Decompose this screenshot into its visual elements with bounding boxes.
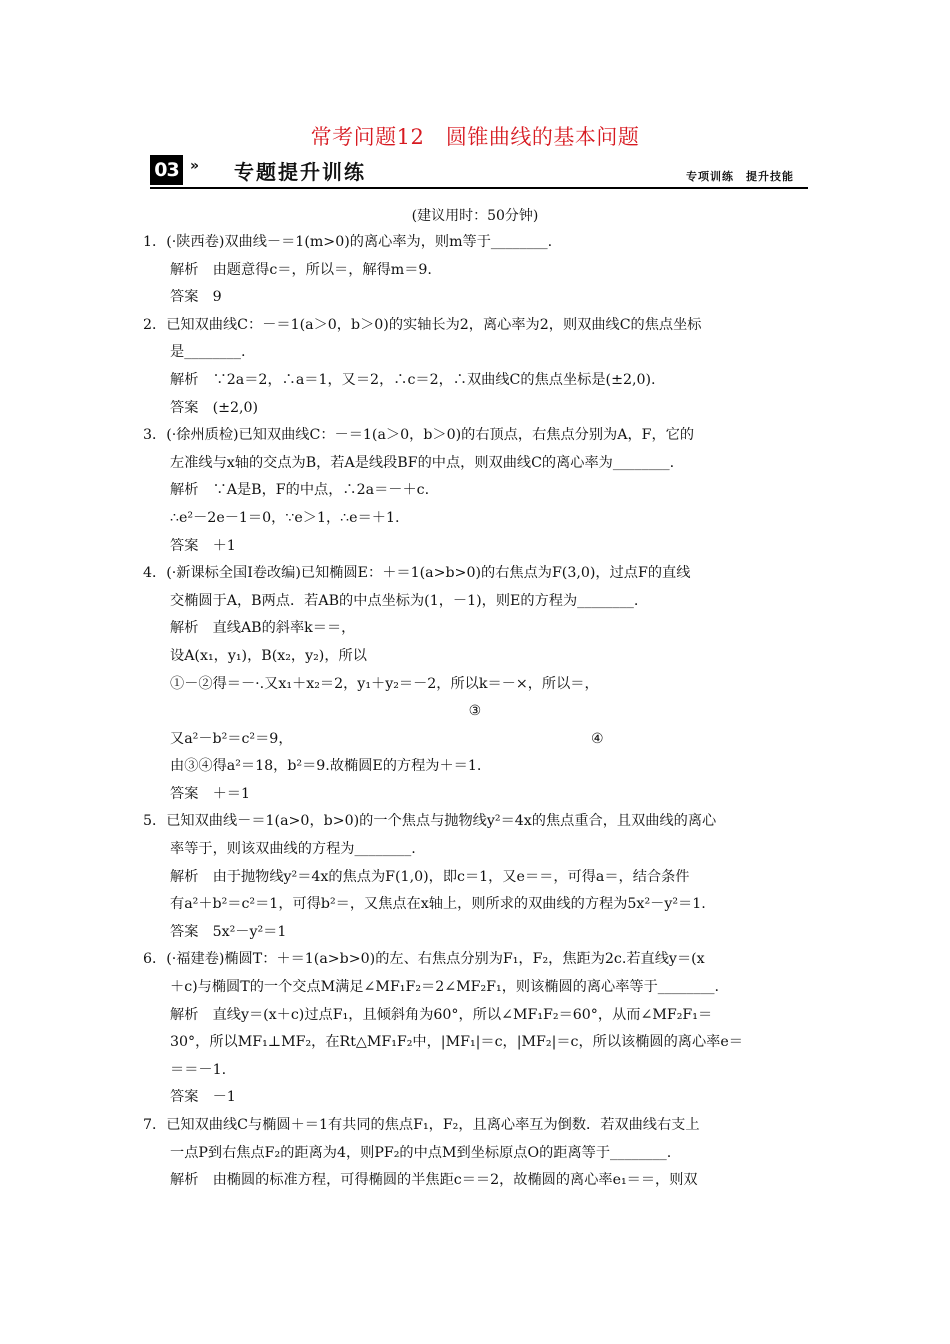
text-line [143, 919, 807, 947]
text-line [143, 505, 807, 533]
line-text: ∴e²－2e－1＝0，∵e＞1，∴e＝＋1. [170, 509, 400, 526]
text-line [143, 1112, 807, 1140]
section-banner [150, 153, 808, 189]
banner-rule [150, 187, 808, 189]
text-line [143, 698, 807, 726]
line-text: 答案 9 [170, 289, 222, 306]
text-line [143, 229, 807, 257]
section-number-badge: 03 [150, 155, 183, 185]
line-text: 4．(·新课标全国Ⅰ卷改编)已知椭圆E：＋＝1(a>b>0)的右焦点为F(3,0)，过点F的直线 [143, 565, 691, 582]
line-text: 左准线与x轴的交点为B，若A是线段BF的中点，则双曲线C的离心率为________. [170, 454, 675, 471]
line-text: 解析 ∵A是B，F的中点，∴2a＝－＋c. [170, 482, 430, 499]
line-text: ＋c)与椭圆T的一个交点M满足∠MF₁F₂＝2∠MF₂F₁，则该椭圆的离心率等于________. [170, 979, 720, 996]
text-line [143, 1057, 807, 1085]
line-text: 答案 5x²－y²＝1 [170, 923, 287, 940]
line-text: 答案 ＋1 [170, 537, 236, 554]
line-text: 由③④得a²＝18，b²＝9.故椭圆E的方程为＋＝1. [170, 758, 482, 775]
text-line [143, 367, 807, 395]
line-text: 答案 －1 [170, 1089, 236, 1106]
line-text: 率等于，则该双曲线的方程为________. [170, 841, 416, 858]
text-line [143, 615, 807, 643]
text-line [143, 671, 807, 699]
problem-list [143, 229, 807, 1195]
line-text: 设A(x₁，y₁)，B(x₂，y₂)，所以 [170, 647, 367, 664]
line-text: 5．已知双曲线－＝1(a>0，b>0)的一个焦点与抛物线y²＝4x的焦点重合，且双曲线的离心 [143, 813, 717, 830]
text-line [143, 1029, 807, 1057]
section-subtitle: 专项训练 提升技能 [686, 170, 794, 183]
text-line [143, 753, 807, 781]
text-line [143, 588, 807, 616]
text-line [143, 1084, 807, 1112]
line-text: 30°，所以MF₁⊥MF₂，在Rt△MF₁F₂中，|MF₁|＝c，|MF₂|＝c，所以该椭圆的离心率e＝ [170, 1034, 743, 1051]
line-text: 6．(·福建卷)椭圆T：＋＝1(a>b>0)的左、右焦点分别为F₁，F₂，焦距为2c.若直线y＝(x [143, 951, 705, 968]
line-text: 解析 直线y＝(x＋c)过点F₁，且倾斜角为60°，所以∠MF₁F₂＝60°，从而∠MF₂F₁＝ [170, 1006, 713, 1023]
text-line [143, 781, 807, 809]
text-line [143, 450, 807, 478]
line-text: ①－②得＝－·.又x₁＋x₂＝2，y₁＋y₂＝－2，所以k＝－×，所以＝， [170, 675, 599, 692]
line-text: 答案 ＋＝1 [170, 785, 250, 802]
equation-marker: ④ [591, 730, 604, 747]
line-text: 有a²＋b²＝c²＝1，可得b²＝，又焦点在x轴上，则所求的双曲线的方程为5x²－y²＝1. [170, 896, 706, 913]
line-text: 解析 由于抛物线y²＝4x的焦点为F(1,0)，即c＝1，又e＝＝，可得a＝，结合条件 [170, 868, 690, 885]
chevron-icon: » [190, 158, 200, 174]
text-line [143, 946, 807, 974]
text-line [143, 284, 807, 312]
text-line [143, 1140, 807, 1168]
text-line [143, 1002, 807, 1030]
text-line [143, 808, 807, 836]
suggested-duration: (建议用时：50分钟) [411, 208, 539, 224]
text-line [143, 643, 807, 671]
line-text: 2．已知双曲线C：－＝1(a＞0，b＞0)的实轴长为2，离心率为2，则双曲线C的焦点坐标 [143, 316, 702, 333]
text-line [143, 836, 807, 864]
text-line [143, 864, 807, 892]
text-line [143, 560, 807, 588]
text-line [143, 477, 807, 505]
line-text: 答案 (±2,0) [170, 399, 259, 416]
text-line [143, 395, 807, 423]
line-text: 1．(·陕西卷)双曲线－＝1(m>0)的离心率为，则m等于________. [143, 234, 553, 250]
page-title: 常考问题12 圆锥曲线的基本问题 [310, 125, 640, 149]
section-title: 专题提升训练 [234, 160, 366, 184]
text-line [143, 422, 807, 450]
text-line [143, 1167, 807, 1195]
text-line [143, 891, 807, 919]
text-line [143, 726, 807, 754]
text-line [143, 257, 807, 285]
line-text: 交椭圆于A，B两点．若AB的中点坐标为(1，－1)，则E的方程为________. [170, 592, 639, 609]
line-text: 又a²－b²＝c²＝9， [170, 730, 293, 747]
line-text: 解析 ∵2a＝2，∴a＝1，又＝2，∴c＝2，∴双曲线C的焦点坐标是(±2,0). [170, 371, 656, 388]
line-text: 解析 由椭圆的标准方程，可得椭圆的半焦距c＝＝2，故椭圆的离心率e₁＝＝，则双 [170, 1172, 698, 1189]
line-text: 7．已知双曲线C与椭圆＋＝1有共同的焦点F₁，F₂，且离心率互为倒数．若双曲线右支上 [143, 1117, 700, 1133]
text-line [143, 312, 807, 340]
line-text: ＝＝－1. [170, 1061, 227, 1078]
text-line [143, 339, 807, 367]
line-text: 一点P到右焦点F₂的距离为4，则PF₂的中点M到坐标原点O的距离等于________. [170, 1144, 672, 1161]
line-text: ③ [468, 703, 482, 720]
line-text: 是________. [170, 344, 246, 361]
text-line [143, 974, 807, 1002]
line-text: 解析 直线AB的斜率k＝＝， [170, 620, 356, 637]
line-text: 3．(·徐州质检)已知双曲线C：－＝1(a＞0，b＞0)的右顶点，右焦点分别为A，F，它的 [143, 427, 695, 444]
text-line [143, 533, 807, 561]
line-text: 解析 由题意得c＝，所以＝，解得m＝9. [170, 261, 432, 278]
